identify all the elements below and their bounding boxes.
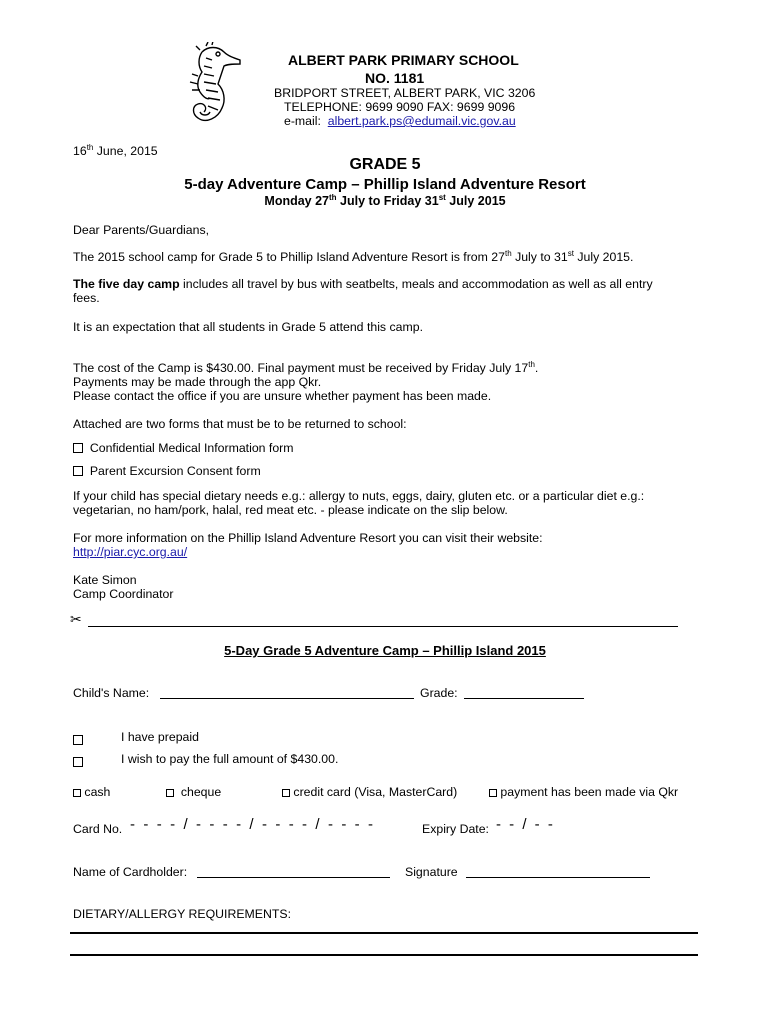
slip-title: 5-Day Grade 5 Adventure Camp – Phillip Island 2015 (224, 643, 546, 658)
paragraph-dietary-1: If your child has special dietary needs e.g.: allergy to nuts, eggs, dairy, gluten etc. or a particular diet e.g.: (73, 489, 645, 503)
p1-c: July 2015. (573, 250, 634, 264)
paragraph-dates (73, 250, 633, 264)
paragraph-expectation: It is an expectation that all students in Grade 5 attend this camp. (73, 320, 423, 334)
form2-label: Parent Excursion Consent form (89, 464, 261, 478)
pay-full-checkbox[interactable] (73, 753, 83, 771)
school-address: BRIDPORT STREET, ALBERT PARK, VIC 3206 (274, 86, 536, 100)
card-number-label: Card No. (73, 822, 123, 836)
school-phone-fax: TELEPHONE: 9699 9090 FAX: 9699 9096 (284, 100, 516, 114)
camp-dates (0, 194, 770, 208)
website-link[interactable]: http://piar.cyc.org.au/ (73, 545, 188, 559)
paragraph-attached: Attached are two forms that must be to be returned to school: (73, 417, 407, 431)
p2-line1: includes all travel by bus with seatbelts, meals and accommodation as well as all entry (179, 277, 653, 291)
p1-b: July to 31 (511, 250, 568, 264)
cost-sup: th (528, 359, 535, 369)
camp-title: 5-day Adventure Camp – Phillip Island Adventure Resort (184, 176, 586, 193)
cost-b: . (534, 361, 539, 375)
grade-heading: GRADE 5 (349, 156, 421, 173)
card-number-field[interactable]: - - - - / - - - - / - - - - / - - - - (130, 816, 376, 833)
cardholder-field[interactable] (197, 877, 390, 878)
paragraph-cost (73, 361, 538, 375)
credit-label: credit card (Visa, MasterCard) (293, 785, 458, 799)
dietary-requirements-label: DIETARY/ALLERGY REQUIREMENTS: (73, 907, 291, 921)
dates-sup2: st (438, 192, 446, 202)
paragraph-inclusions (73, 277, 653, 291)
cheque-label: cheque (180, 785, 222, 799)
paragraph-more-info: For more information on the Phillip Island Adventure Resort you can visit their website: (73, 531, 543, 545)
form-item-medical (73, 441, 294, 455)
dietary-line-1[interactable] (70, 932, 698, 934)
cardholder-label: Name of Cardholder: (73, 865, 188, 879)
prepaid-checkbox[interactable] (73, 731, 83, 749)
paragraph-dietary-2: vegetarian, no ham/pork, halal, red meat etc. - please indicate on the slip below. (73, 503, 508, 517)
checkbox-icon (73, 757, 83, 767)
prepaid-label: I have prepaid (121, 730, 199, 744)
expiry-label: Expiry Date: (422, 822, 489, 836)
checkbox-icon (282, 789, 290, 797)
school-number: NO. 1181 (365, 70, 425, 86)
paragraph-contact: Please contact the office if you are unsure whether payment has been made. (73, 389, 492, 403)
option-cash[interactable] (73, 785, 110, 799)
cost-a: The cost of the Camp is $430.00. Final payment must be received by Friday July 17 (73, 361, 529, 375)
child-name-field[interactable] (160, 698, 414, 699)
expiry-field[interactable]: - - / - - (496, 816, 555, 833)
p1-sup2: st (567, 248, 574, 258)
checkbox-icon (489, 789, 497, 797)
pay-full-label: I wish to pay the full amount of $430.00. (121, 752, 339, 766)
child-name-label: Child's Name: (73, 686, 150, 700)
form1-label: Confidential Medical Information form (89, 441, 294, 455)
option-qkr[interactable] (489, 785, 678, 799)
dates-c: July 2015 (445, 194, 506, 208)
email-link[interactable]: albert.park.ps@edumail.vic.gov.au (327, 114, 516, 128)
grade-label: Grade: (420, 686, 458, 700)
qkr-label: payment has been made via Qkr (500, 785, 679, 799)
checkbox-icon (73, 466, 83, 476)
school-email-line (284, 114, 516, 128)
email-label: e-mail: (284, 114, 321, 128)
signer-role: Camp Coordinator (73, 587, 174, 601)
date-sup: th (86, 142, 94, 152)
greeting: Dear Parents/Guardians, (73, 223, 210, 237)
cut-line (88, 626, 678, 627)
signer-name: Kate Simon (73, 573, 137, 587)
checkbox-icon (73, 735, 83, 745)
grade-field[interactable] (464, 698, 584, 699)
school-name: ALBERT PARK PRIMARY SCHOOL (288, 52, 519, 68)
paragraph-inclusions-line2: fees. (73, 291, 100, 305)
p1-sup1: th (504, 248, 512, 258)
option-cheque[interactable] (166, 785, 221, 799)
school-seahorse-logo (178, 42, 244, 134)
p2-bold: The five day camp (73, 277, 180, 291)
signature-label: Signature (405, 865, 458, 879)
checkbox-icon (73, 443, 83, 453)
dates-b: July to Friday 31 (336, 194, 439, 208)
dates-a: Monday 27 (264, 194, 330, 208)
signature-field[interactable] (466, 877, 650, 878)
scissors-icon: ✂ (70, 612, 82, 628)
dates-sup1: th (329, 192, 337, 202)
checkbox-icon (166, 789, 174, 797)
date-day: 16 (73, 144, 87, 158)
date-rest: June, 2015 (93, 144, 158, 158)
checkbox-icon (73, 789, 81, 797)
p1-a: The 2015 school camp for Grade 5 to Phillip Island Adventure Resort is from 27 (73, 250, 505, 264)
form-item-consent (73, 464, 261, 478)
paragraph-payment-app: Payments may be made through the app Qkr. (73, 375, 322, 389)
option-credit-card[interactable] (282, 785, 457, 799)
dietary-line-2[interactable] (70, 954, 698, 956)
cash-label: cash (84, 785, 111, 799)
